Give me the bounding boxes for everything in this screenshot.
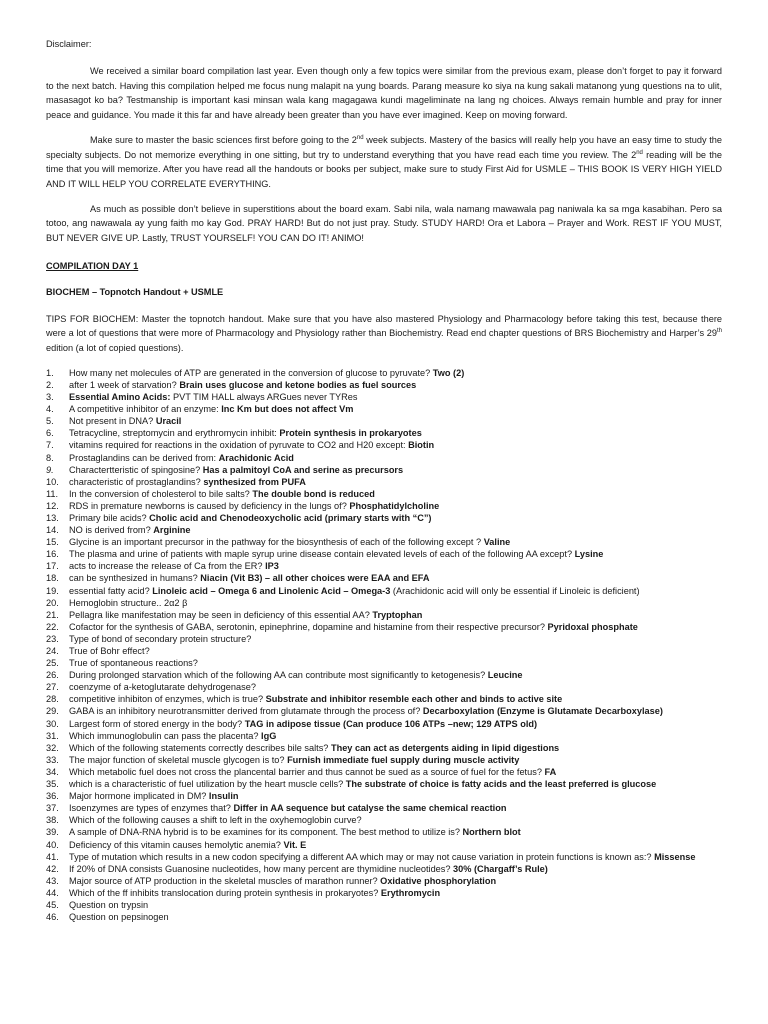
question-item <box>46 572 722 584</box>
question-text <box>69 415 722 427</box>
question-number: 19. <box>46 585 59 596</box>
question-number: 40. <box>46 839 59 850</box>
question-item <box>46 657 722 669</box>
question-number: 41. <box>46 851 59 862</box>
question-number: 7. <box>46 440 54 451</box>
question-prompt: Isoenzymes are types of enzymes that? <box>69 803 234 814</box>
tips-text-b: edition (a lot of copied questions). <box>46 343 184 354</box>
question-note: (Chargaff’s Rule) <box>474 863 548 874</box>
question-item <box>46 645 722 657</box>
question-item <box>46 585 722 597</box>
question-prompt: Primary bile acids? <box>69 512 150 523</box>
question-text <box>69 790 722 802</box>
question-item <box>46 548 722 560</box>
question-item <box>46 887 722 899</box>
question-number: 23. <box>46 633 59 644</box>
paragraph-2 <box>46 133 722 192</box>
question-answer: Insulin <box>208 791 239 802</box>
question-item <box>46 512 722 524</box>
question-item <box>46 621 722 633</box>
question-answer: The substrate of choice is fatty acids and the least preferred is glucose <box>345 779 657 790</box>
tips-text-a: TIPS FOR BIOCHEM: Master the topnotch handout. Make sure that you have also mastered Physiology and Pharmacology before taking this test, because there were a lot of questions that were more of Pharmacology and Physiology rather than Biochemistry. Read end chapter questions of BRS Biochemistry and Harper’s 29 <box>46 313 722 339</box>
question-number: 34. <box>46 766 59 777</box>
question-prompt: Which of the ff inhibits translocation during protein synthesis in prokaryotes? <box>69 887 381 898</box>
question-answer: Leucine <box>487 670 523 681</box>
question-answer: Two (2) <box>432 367 465 378</box>
question-prompt: Type of bond of secondary protein structure? <box>69 633 252 644</box>
question-answer: Decarboxylation (Enzyme is Glutamate Decarboxylase) <box>422 706 663 717</box>
question-item <box>46 476 722 488</box>
question-item <box>46 488 722 500</box>
question-answer: Differ in AA sequence but catalyse the same chemical reaction <box>233 803 507 814</box>
question-number: 27. <box>46 682 59 693</box>
question-prompt: A sample of DNA-RNA hybrid is to be examines for its component. The best method to utilize is? <box>69 827 463 838</box>
question-text <box>69 875 722 887</box>
question-number: 44. <box>46 887 59 898</box>
question-answer: Protein synthesis in prokaryotes <box>279 428 422 439</box>
question-number: 38. <box>46 815 59 826</box>
question-answer: They can act as detergents aiding in lipid digestions <box>330 742 560 753</box>
question-item <box>46 911 722 923</box>
paragraph-2-text-a: Make sure to master the basic sciences first before going to the 2 <box>90 134 357 145</box>
question-text <box>69 718 722 730</box>
question-text <box>69 488 722 500</box>
question-number: 16. <box>46 549 59 560</box>
question-item <box>46 742 722 754</box>
question-prompt: GABA is an inhibitory neurotransmitter derived from glutamate through the process of? <box>69 706 423 717</box>
question-number: 12. <box>46 500 59 511</box>
question-prompt: The plasma and urine of patients with maple syrup urine disease contain elevated levels of each of the following AA except? <box>69 549 575 560</box>
question-prompt: Pellagra like manifestation may be seen in deficiency of this essential AA? <box>69 609 373 620</box>
question-prompt: NO is derived from? <box>69 525 154 536</box>
question-number: 18. <box>46 573 59 584</box>
question-item <box>46 754 722 766</box>
question-text <box>69 705 722 717</box>
question-number: 8. <box>46 452 54 463</box>
question-answer: 30% <box>453 863 474 874</box>
question-text <box>69 560 722 572</box>
question-note: (Arachidonic acid will only be essential if Linoleic is deficient) <box>390 585 640 596</box>
question-prompt: after 1 week of starvation? <box>69 379 180 390</box>
question-prompt: which is a characteristic of fuel utilization by the heart muscle cells? <box>69 779 346 790</box>
question-text <box>69 536 722 548</box>
question-item <box>46 500 722 512</box>
question-prompt: Charactertteristic of spingosine? <box>69 464 203 475</box>
question-prompt: characteristic of prostaglandins? <box>69 476 204 487</box>
question-item <box>46 391 722 403</box>
paragraph-1-text: We received a similar board compilation last year. Even though only a few topics were similar from the previous exam, please don’t forget to pay it forward to the next batch. Having this compilation helped me focus nung malapit na yung boards. Parang measure ko siya na kung sakali matanong yung questions na to ulit, masasagot ko ba? Testmanship is important kasi minsan wala kang magagawa kundi mageliminate na lang ng choices. Always remain humble and pray for inner peace and guidance. You made it this far and have already been greater than you have ever imagined. Keep on moving forward. <box>46 66 722 121</box>
question-text <box>69 839 722 851</box>
question-text <box>69 645 722 657</box>
question-text <box>69 899 722 911</box>
question-item <box>46 439 722 451</box>
question-text <box>69 585 722 597</box>
question-answer: Northern blot <box>462 827 521 838</box>
question-number: 33. <box>46 754 59 765</box>
question-text <box>69 500 722 512</box>
question-prompt: Largest form of stored energy in the body? <box>69 718 245 729</box>
question-prompt: During prolonged starvation which of the following AA can contribute most significantly to ketogenesis? <box>69 670 488 681</box>
question-item <box>46 790 722 802</box>
question-number: 1. <box>46 367 54 378</box>
question-prompt: The major function of skeletal muscle glycogen is to? <box>69 754 288 765</box>
question-text <box>69 742 722 754</box>
question-prompt: Major source of ATP production in the skeletal muscles of marathon runner? <box>69 875 381 886</box>
question-prompt: Glycine is an important precursor in the pathway for the biosynthesis of each of the following except ? <box>69 537 484 548</box>
question-item <box>46 403 722 415</box>
question-text <box>69 778 722 790</box>
question-number: 26. <box>46 670 59 681</box>
question-prompt: can be synthesized in humans? <box>69 573 201 584</box>
question-item <box>46 863 722 875</box>
question-answer: Uracil <box>155 416 182 427</box>
disclaimer-label: Disclaimer: <box>46 39 92 49</box>
question-number: 36. <box>46 791 59 802</box>
question-text <box>69 681 722 693</box>
question-item <box>46 875 722 887</box>
question-text <box>69 669 722 681</box>
question-item <box>46 379 722 391</box>
question-answer: Arginine <box>153 525 191 536</box>
question-item <box>46 597 722 609</box>
question-prompt: A competitive inhibitor of an enzyme: <box>69 404 222 415</box>
question-number: 14. <box>46 525 59 536</box>
question-answer: Missense <box>654 851 696 862</box>
question-text <box>69 766 722 778</box>
question-item <box>46 427 722 439</box>
question-text <box>69 391 722 403</box>
question-answer: Inc Km but does not affect Vm <box>221 404 354 415</box>
question-item <box>46 367 722 379</box>
question-text <box>69 403 722 415</box>
question-number: 45. <box>46 899 59 910</box>
question-answer: IP3 <box>265 561 279 572</box>
question-number: 4. <box>46 404 54 415</box>
question-number: 10. <box>46 476 59 487</box>
question-number: 6. <box>46 428 54 439</box>
question-number: 43. <box>46 875 59 886</box>
question-text <box>69 464 722 476</box>
question-answer: The double bond is reduced <box>252 488 375 499</box>
question-item <box>46 851 722 863</box>
question-answer: Substrate and inhibitor resemble each other and binds to active site <box>265 694 563 705</box>
question-number: 37. <box>46 803 59 814</box>
question-item <box>46 814 722 826</box>
question-number: 9. <box>46 464 54 475</box>
question-number: 28. <box>46 694 59 705</box>
question-number: 29. <box>46 706 59 717</box>
question-text <box>69 657 722 669</box>
tips-paragraph <box>46 312 722 356</box>
question-answer: Has a palmitoyl CoA and serine as precursors <box>202 464 404 475</box>
question-prompt: Prostaglandins can be derived from: <box>69 452 219 463</box>
question-number: 42. <box>46 863 59 874</box>
question-text <box>69 633 722 645</box>
question-answer: Linoleic acid – Omega 6 and Linolenic Acid – Omega-3 <box>152 585 391 596</box>
question-text <box>69 826 722 838</box>
question-text <box>69 548 722 560</box>
question-prompt: In the conversion of cholesterol to bile salts? <box>69 488 253 499</box>
question-item <box>46 560 722 572</box>
question-number: 30. <box>46 718 59 729</box>
question-prompt: Hemoglobin structure.. 2α2 β <box>69 597 188 608</box>
question-prompt: Major hormone implicated in DM? <box>69 791 209 802</box>
question-answer: Erythromycin <box>380 887 441 898</box>
question-list <box>46 367 722 923</box>
question-number: 15. <box>46 537 59 548</box>
question-text <box>69 476 722 488</box>
question-text <box>69 512 722 524</box>
question-item <box>46 899 722 911</box>
question-number: 13. <box>46 512 59 523</box>
question-item <box>46 415 722 427</box>
question-prompt: Which of the following statements correctly describes bile salts? <box>69 742 331 753</box>
question-prompt: competitive inhibiton of enzymes, which is true? <box>69 694 266 705</box>
compilation-heading: COMPILATION DAY 1 <box>46 260 139 271</box>
question-answer: Phosphatidylcholine <box>349 500 440 511</box>
question-text <box>69 911 722 923</box>
question-prompt: If 20% of DNA consists Guanosine nucleotides, how many percent are thymidine nucleotides? <box>69 863 454 874</box>
question-item <box>46 609 722 621</box>
question-number: 25. <box>46 658 59 669</box>
question-prompt: Cofactor for the synthesis of GABA, serotonin, epinephrine, dopamine and histamine from their respective precursor? <box>69 621 548 632</box>
question-item <box>46 778 722 790</box>
question-item <box>46 633 722 645</box>
question-prompt: coenzyme of a-ketoglutarate dehydrogenase? <box>69 682 256 693</box>
question-text <box>69 693 722 705</box>
question-item <box>46 718 722 730</box>
paragraph-2-text-b: week subjects. Mastery of the basics will really help you have an easy time to study the specialty subjects. Do not memorize everything in one sitting, but try to understand everything that you have read each time you review. The 2 <box>46 134 722 160</box>
question-number: 32. <box>46 742 59 753</box>
question-number: 20. <box>46 597 59 608</box>
question-text <box>69 524 722 536</box>
question-prompt: Deficiency of this vitamin causes hemolytic anemia? <box>69 839 284 850</box>
question-number: 22. <box>46 621 59 632</box>
question-answer: Lysine <box>574 549 604 560</box>
question-number: 24. <box>46 646 59 656</box>
question-text <box>69 863 722 875</box>
question-text <box>69 572 722 584</box>
question-text <box>69 851 722 863</box>
question-prompt: essential fatty acid? <box>69 585 153 596</box>
question-number: 2. <box>46 379 54 390</box>
question-number: 17. <box>46 561 59 572</box>
question-answer: Brain uses glucose and ketone bodies as fuel sources <box>179 379 417 390</box>
question-prompt: True of Bohr effect? <box>69 646 150 656</box>
question-number: 5. <box>46 416 54 427</box>
question-text <box>69 621 722 633</box>
paragraph-3 <box>46 202 722 246</box>
question-answer: Essential Amino Acids: <box>69 392 171 403</box>
question-note: PVT TIM HALL always ARGues never TYRes <box>170 392 358 403</box>
question-text <box>69 730 722 742</box>
question-text <box>69 597 722 609</box>
question-text <box>69 452 722 464</box>
question-prompt: acts to increase the release of Ca from the ER? <box>69 561 266 572</box>
question-answer: FA <box>544 766 557 777</box>
question-answer: Niacin (Vit B3) – all other choices were EAA and EFA <box>200 573 430 584</box>
question-answer: Cholic acid and Chenodeoxycholic acid (primary starts with “C”) <box>149 512 432 523</box>
paragraph-1 <box>46 64 722 123</box>
question-item <box>46 464 722 476</box>
paragraph-2-text-c: reading will be the time that you will memorize. After you have read all the handouts or books per subject, make sure to study First Aid for USMLE – THIS BOOK IS VERY HIGH YIELD AND IT WILL HELP YOU CORRELATE EVERYTHING. <box>46 149 722 189</box>
paragraph-2-sup-2: nd <box>636 149 643 156</box>
question-item <box>46 681 722 693</box>
question-text <box>69 802 722 814</box>
question-text <box>69 439 722 451</box>
question-item <box>46 536 722 548</box>
question-item <box>46 524 722 536</box>
question-number: 46. <box>46 912 59 923</box>
question-prompt: RDS in premature newborns is caused by deficiency in the lungs of? <box>69 500 350 511</box>
question-answer: Valine <box>483 537 511 548</box>
question-answer: Tryptophan <box>372 609 423 620</box>
question-item <box>46 669 722 681</box>
question-prompt: How many net molecules of ATP are generated in the conversion of glucose to pyruvate? <box>69 367 433 378</box>
question-prompt: Type of mutation which results in a new codon specifying a different AA which may or may not cause variation in protein functions is known as:? <box>69 851 655 862</box>
paragraph-2-sup: nd <box>356 134 364 141</box>
section-heading: BIOCHEM – Topnotch Handout + USMLE <box>46 286 224 297</box>
question-prompt: Not present in DNA? <box>69 416 156 427</box>
question-answer: synthesized from PUFA <box>203 476 306 487</box>
paragraph-3-text: As much as possible don’t believe in superstitions about the board exam. Sabi nila, wala namang mawawala pag naniwala ka sa mga kasabihan. Pero sa totoo, ang nawawala ay yung faith mo kay God. PRAY HARD! But do not just pray. Study. STUDY HARD! Ora et Labora – Prayer and Work. REST IF YOU MUST, BUT NEVER GIVE UP. Lastly, TRUST YOURSELF! YOU CAN DO IT! ANIMO! <box>46 203 722 244</box>
question-item <box>46 826 722 838</box>
question-prompt: Question on pepsinogen <box>69 912 169 923</box>
question-answer: IgG <box>261 730 277 741</box>
question-item <box>46 705 722 717</box>
question-answer: Arachidonic Acid <box>218 452 294 463</box>
question-text <box>69 367 722 379</box>
question-number: 31. <box>46 730 59 741</box>
question-prompt: Question on trypsin <box>69 899 149 910</box>
question-text <box>69 814 722 826</box>
question-prompt: Which immunoglobulin can pass the placenta? <box>69 730 262 741</box>
question-number: 39. <box>46 827 59 838</box>
question-number: 35. <box>46 779 59 790</box>
question-prompt: Which metabolic fuel does not cross the plancental barrier and thus cannot be sued as a source of fuel for the fetus? <box>69 766 545 777</box>
question-item <box>46 839 722 851</box>
question-answer: Furnish immediate fuel supply during muscle activity <box>287 754 520 765</box>
question-text <box>69 379 722 391</box>
question-item <box>46 802 722 814</box>
question-item <box>46 766 722 778</box>
question-text <box>69 754 722 766</box>
question-text <box>69 887 722 899</box>
question-prompt: vitamins required for reactions in the oxidation of pyruvate to CO2 and H20 except: <box>69 440 409 451</box>
question-prompt: Which of the following causes a shift to left in the oxyhemoglobin curve? <box>69 815 362 826</box>
question-text <box>69 427 722 439</box>
question-item <box>46 693 722 705</box>
question-answer: Biotin <box>408 440 435 451</box>
question-answer: TAG in adipose tissue (Can produce 106 ATPs –new; 129 ATPS old) <box>244 718 538 729</box>
tips-sup: th <box>716 328 722 335</box>
question-number: 21. <box>46 609 59 620</box>
question-number: 11. <box>46 488 59 499</box>
question-prompt: True of spontaneous reactions? <box>69 658 198 669</box>
question-item <box>46 730 722 742</box>
question-answer: Oxidative phosphorylation <box>380 875 497 886</box>
question-answer: Vit. E <box>283 839 307 850</box>
question-number: 3. <box>46 392 54 403</box>
question-item <box>46 452 722 464</box>
question-prompt: Tetracycline, streptomycin and erythromycin inhibit: <box>69 428 280 439</box>
question-text <box>69 609 722 621</box>
question-answer: Pyridoxal phosphate <box>547 621 638 632</box>
